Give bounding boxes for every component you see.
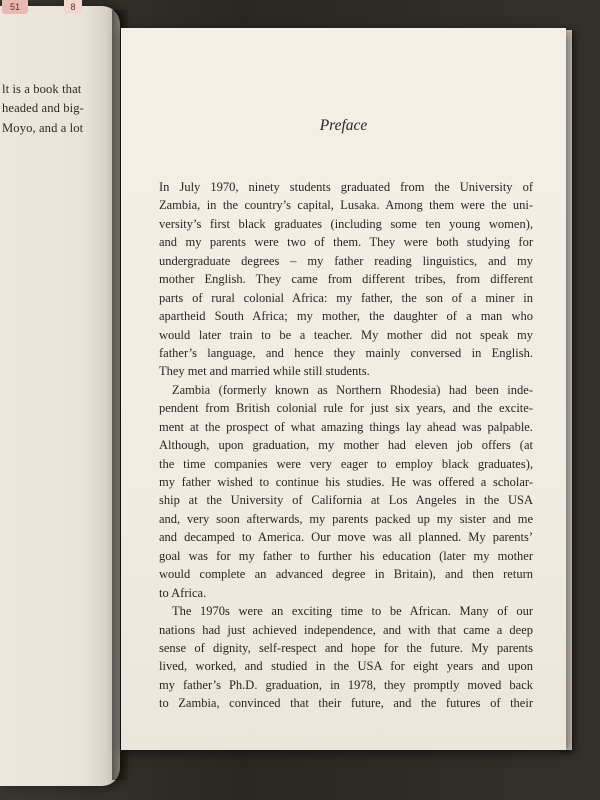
text-line: my father’s Ph.D. graduation, in 1978, they promptly moved back: [159, 677, 533, 692]
text-line: In July 1970, ninety students graduated from the University of: [159, 180, 533, 194]
left-page-line: Moyo, and a lot: [2, 121, 84, 135]
text-line: to Africa.: [159, 585, 207, 600]
text-line: apartheid South Africa; my mother, the daughter of a man who: [159, 309, 533, 324]
text-line: mother English. They came from different tribes, from different: [159, 272, 533, 287]
text-line: parts of rural colonial Africa: my father, the son of a miner in: [159, 290, 533, 305]
text-line: and, very soon afterwards, my parents packed up my sister and me: [159, 511, 533, 526]
book-page: [121, 28, 566, 750]
text-line: and my parents were two of them. They were both studying for: [159, 235, 533, 250]
chapter-title: Preface: [319, 117, 368, 134]
sticky-note-tab: 8: [64, 0, 82, 14]
text-line: They met and married while still students.: [159, 364, 370, 379]
text-line: undergraduate degrees – my father reading linguistics, and my: [159, 253, 533, 268]
text-line: versity’s first black graduates (including some ten young women),: [159, 216, 533, 231]
sticky-note-tab: 51: [2, 0, 28, 14]
text-line: would complete an advanced degree in Britain), and then return: [159, 567, 533, 582]
left-page-line: lt is a book that: [2, 82, 82, 96]
text-line: ment at the prospect of what amazing things lay ahead was palpable.: [159, 419, 533, 434]
text-line: The 1970s were an exciting time to be African. Many of our: [172, 604, 533, 619]
text-line: goal was for my father to further his education (later my mother: [159, 548, 533, 563]
text-line: my father wished to continue his studies. He was offered a scholar-: [159, 475, 533, 489]
text-line: Zambia, in the country’s capital, Lusaka. Among them were the uni-: [159, 198, 533, 213]
text-line: to Zambia, convinced that their future, and the futures of their: [159, 696, 533, 711]
text-line: ship at the University of California at Los Angeles in the USA: [159, 493, 533, 508]
text-line: the time companies were very eager to employ black graduates),: [159, 456, 533, 471]
text-line: father’s language, and hence they mainly conversed in English.: [159, 345, 533, 360]
text-line: sense of dignity, self-respect and hope for the future. My parents: [159, 640, 533, 655]
text-line: nations had just achieved independence, and with that came a deep: [159, 622, 533, 637]
body-text: [159, 178, 533, 713]
text-line: Although, upon graduation, my mother had eleven job offers (at: [159, 438, 533, 453]
left-page-line: headed and big-: [2, 101, 84, 115]
text-line: and decamped to America. Our move was all planned. My parents’: [159, 530, 533, 545]
text-line: pendent from British colonial rule for just six years, and the excite-: [159, 401, 533, 416]
text-line: would later train to be a teacher. My mother did not speak my: [159, 327, 533, 342]
left-page: [0, 6, 120, 786]
text-line: lived, worked, and studied in the USA for eight years and upon: [159, 659, 533, 674]
text-line: Zambia (formerly known as Northern Rhodesia) had been inde-: [172, 382, 533, 397]
